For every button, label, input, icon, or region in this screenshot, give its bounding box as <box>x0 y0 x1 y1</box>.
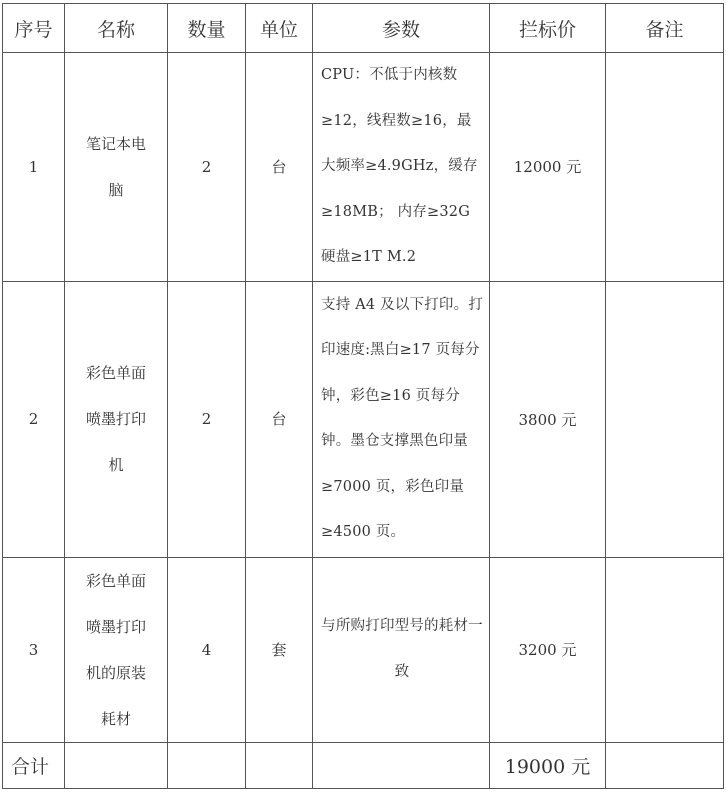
header-price: 拦标价 <box>490 4 606 53</box>
header-name: 名称 <box>65 4 168 53</box>
total-empty-remark <box>606 742 724 788</box>
total-empty-qty <box>168 742 246 788</box>
cell-params: 支持 A4 及以下打印。打印速度:黑白≥17 页每分钟，彩色≥16 页每分钟。墨仓支撑黑色印量≥7000 页，彩色印量≥4500 页。 <box>313 281 490 557</box>
cell-params: 与所购打印型号的耗材一致 <box>313 557 490 742</box>
header-params: 参数 <box>313 4 490 53</box>
total-empty-params <box>313 742 490 788</box>
cell-unit: 台 <box>246 53 313 282</box>
cell-seq: 1 <box>3 53 65 282</box>
cell-qty: 2 <box>168 281 246 557</box>
procurement-table <box>2 3 724 789</box>
cell-unit: 套 <box>246 557 313 742</box>
cell-remark <box>606 557 724 742</box>
cell-name: 彩色单面喷墨打印机 <box>65 281 168 557</box>
header-qty: 数量 <box>168 4 246 53</box>
cell-seq: 3 <box>3 557 65 742</box>
header-unit: 单位 <box>246 4 313 53</box>
table-row <box>3 557 724 742</box>
cell-remark <box>606 281 724 557</box>
total-row <box>3 742 724 788</box>
total-empty-name <box>65 742 168 788</box>
cell-unit: 台 <box>246 281 313 557</box>
cell-name: 笔记本电脑 <box>65 53 168 282</box>
table-row <box>3 53 724 282</box>
cell-qty: 2 <box>168 53 246 282</box>
cell-seq: 2 <box>3 281 65 557</box>
cell-remark <box>606 53 724 282</box>
cell-params: CPU：不低于内核数≥12，线程数≥16，最大频率≥4.9GHz，缓存≥18MB； 内存≥32G 硬盘≥1T M.2 <box>313 53 490 282</box>
total-empty-unit <box>246 742 313 788</box>
cell-price: 12000 元 <box>490 53 606 282</box>
table-row <box>3 281 724 557</box>
total-label: 合计 <box>3 742 65 788</box>
cell-price: 3200 元 <box>490 557 606 742</box>
header-seq: 序号 <box>3 4 65 53</box>
header-row <box>3 4 724 53</box>
header-remark: 备注 <box>606 4 724 53</box>
cell-qty: 4 <box>168 557 246 742</box>
cell-name: 彩色单面喷墨打印机的原装耗材 <box>65 557 168 742</box>
total-price: 19000 元 <box>490 742 606 788</box>
cell-price: 3800 元 <box>490 281 606 557</box>
